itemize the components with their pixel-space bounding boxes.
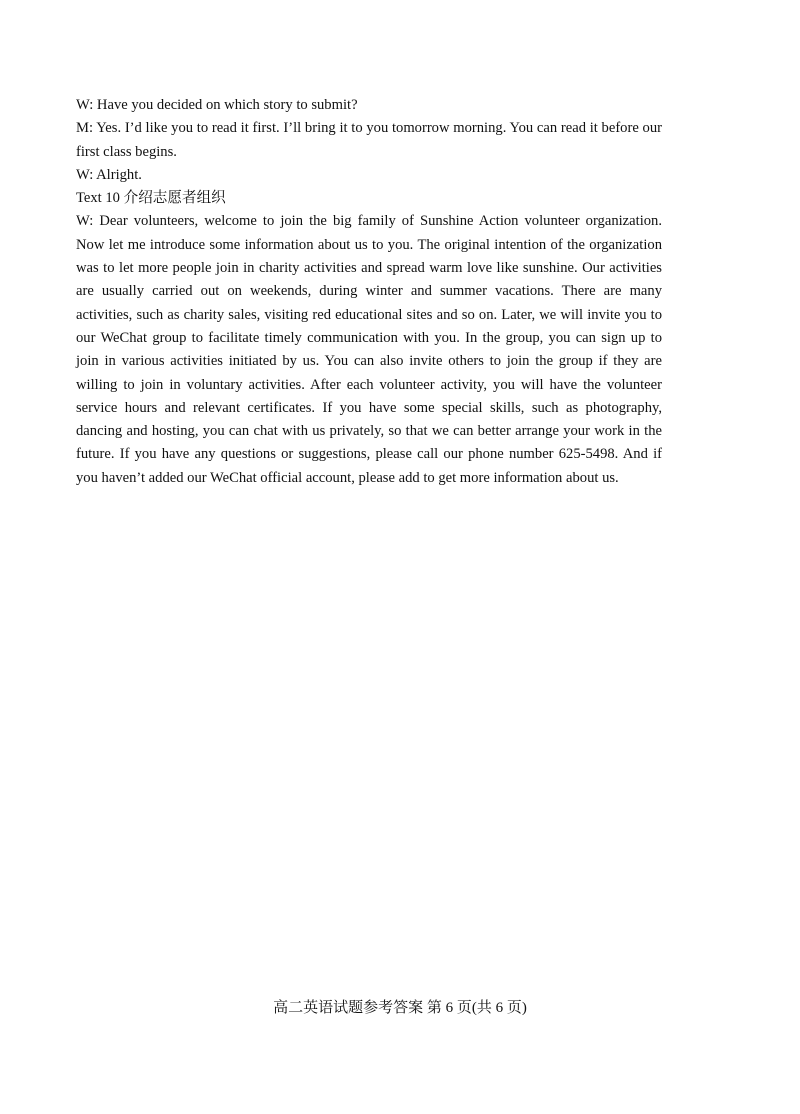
dialogue-line-m: M: Yes. I’d like you to read it first. I’ll bring it to you tomorrow morning. You can read it before our first class begins. [76, 120, 662, 160]
document-body [76, 94, 662, 490]
dialogue-line-w1: W: Have you decided on which story to submit? [76, 97, 358, 113]
dialogue-line-w2: W: Alright. [76, 166, 142, 183]
text10-body: W: Dear volunteers, welcome to join the big family of Sunshine Action volunteer organization. Now let me introduce some information about us to you. The original intention of the organization was to let more people join in charity activities and spread warm love like sunshine. Our activities are usually carried out on weekends, during winter and summer vacations. There are many activities, such as charity sales, visiting red educational sites and so on. Later, we will invite you to our WeChat group to facilitate timely communication with you. In the group, you can sign up to join in various activities initiated by us. You can also invite others to join the group if they are willing to join in voluntary activities. After each volunteer activity, you will have the volunteer service hours and relevant certificates. If you have some special skills, such as photography, dancing and hosting, you can chat with us privately, so that we can better arrange your work in the future. If you have any questions or suggestions, please call our phone number 625-5498. And if you haven’t added our WeChat official account, please add to get more information about us. [76, 213, 662, 486]
page-footer: 高二英语试题参考答案 第 6 页(共 6 页) [273, 1000, 527, 1016]
text10-heading: Text 10 介绍志愿者组织 [76, 190, 226, 207]
